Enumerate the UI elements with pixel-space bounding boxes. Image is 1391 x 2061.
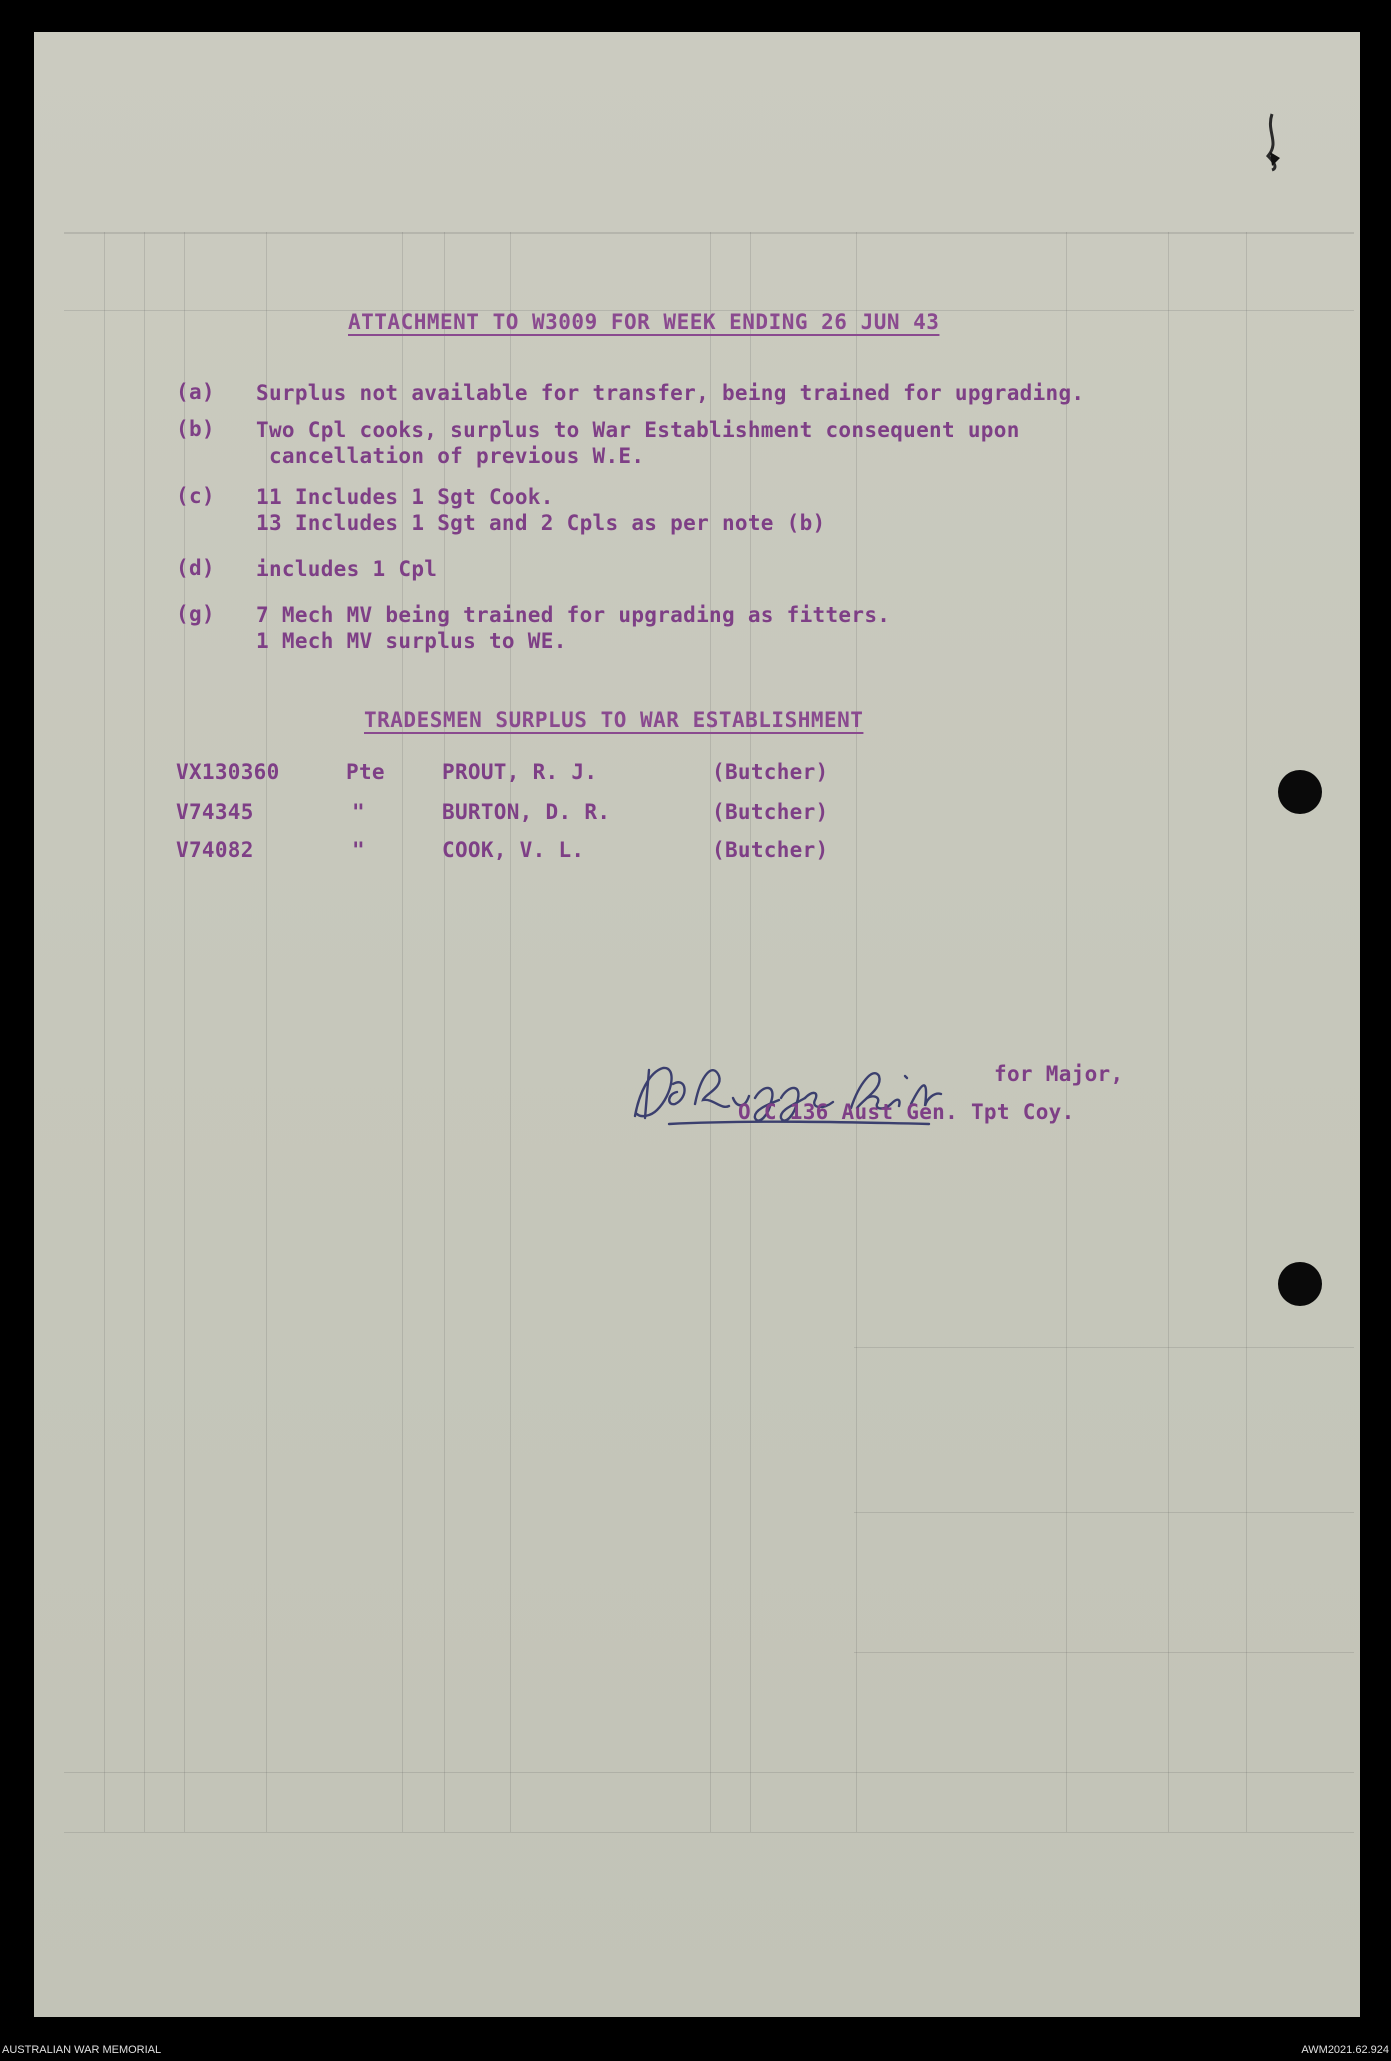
note-text: cancellation of previous W.E. [256, 444, 645, 468]
note-label: (c) [176, 484, 215, 508]
ghost-rule [1168, 232, 1169, 1832]
note-text: 11 Includes 1 Sgt Cook. [256, 485, 554, 509]
rank: Pte [346, 760, 385, 784]
note-text: 7 Mech MV being trained for upgrading as fitters. [256, 603, 891, 627]
service-number: V74082 [176, 838, 254, 862]
ghost-rule [144, 232, 145, 1832]
ghost-rule [510, 232, 511, 1832]
footer-credit: AUSTRALIAN WAR MEMORIAL [2, 2044, 162, 2056]
document-page [34, 32, 1360, 2017]
trade: (Butcher) [712, 760, 829, 784]
trade: (Butcher) [712, 838, 829, 862]
tradesman-row [176, 838, 829, 982]
service-number: VX130360 [176, 760, 280, 784]
ghost-rule [444, 232, 445, 1832]
ghost-rule [64, 1772, 1354, 1773]
attachment-title: ATTACHMENT TO W3009 FOR WEEK ENDING 26 JUN 43 [348, 310, 940, 334]
ghost-rule [402, 232, 403, 1832]
rank: " [352, 838, 365, 862]
ghost-rule [750, 232, 751, 1832]
ghost-rule [64, 1832, 1354, 1833]
ghost-rule [854, 1512, 1354, 1513]
signature-for-line: for Major, [994, 1062, 1124, 1086]
note-label: (b) [176, 417, 215, 441]
rank: " [352, 800, 365, 824]
soldier-name: COOK, V. L. [442, 838, 585, 862]
note-label: (a) [176, 380, 215, 404]
signature-unit-line: O C 136 Aust Gen. Tpt Coy. [738, 1100, 1075, 1124]
torn-corner-mark [1252, 112, 1292, 172]
note-text: 1 Mech MV surplus to WE. [256, 629, 567, 653]
note-text: includes 1 Cpl [256, 557, 438, 581]
surplus-title: TRADESMEN SURPLUS TO WAR ESTABLISHMENT [364, 708, 864, 732]
note-label: (d) [176, 556, 215, 580]
ghost-rule [710, 232, 711, 1832]
footer-accession: AWM2021.62.924 [1301, 2044, 1389, 2056]
note-label: (g) [176, 602, 215, 626]
punch-hole [1278, 770, 1322, 814]
ghost-rule [856, 232, 857, 1832]
ghost-rule [1066, 232, 1067, 1832]
note-text: Two Cpl cooks, surplus to War Establishment consequent upon [256, 418, 1020, 442]
service-number: V74345 [176, 800, 254, 824]
trade: (Butcher) [712, 800, 829, 824]
soldier-name: BURTON, D. R. [442, 800, 611, 824]
ghost-rule [854, 1347, 1354, 1348]
ghost-rule [1246, 232, 1247, 1832]
note-text: Surplus not available for transfer, being trained for upgrading. [256, 381, 1085, 405]
ghost-rule [64, 232, 1354, 234]
ghost-rule [104, 232, 105, 1832]
note-text: 13 Includes 1 Sgt and 2 Cpls as per note (b) [256, 511, 826, 535]
ghost-rule [266, 232, 267, 1832]
punch-hole [1278, 1262, 1322, 1306]
soldier-name: PROUT, R. J. [442, 760, 598, 784]
ghost-rule [854, 1652, 1354, 1653]
